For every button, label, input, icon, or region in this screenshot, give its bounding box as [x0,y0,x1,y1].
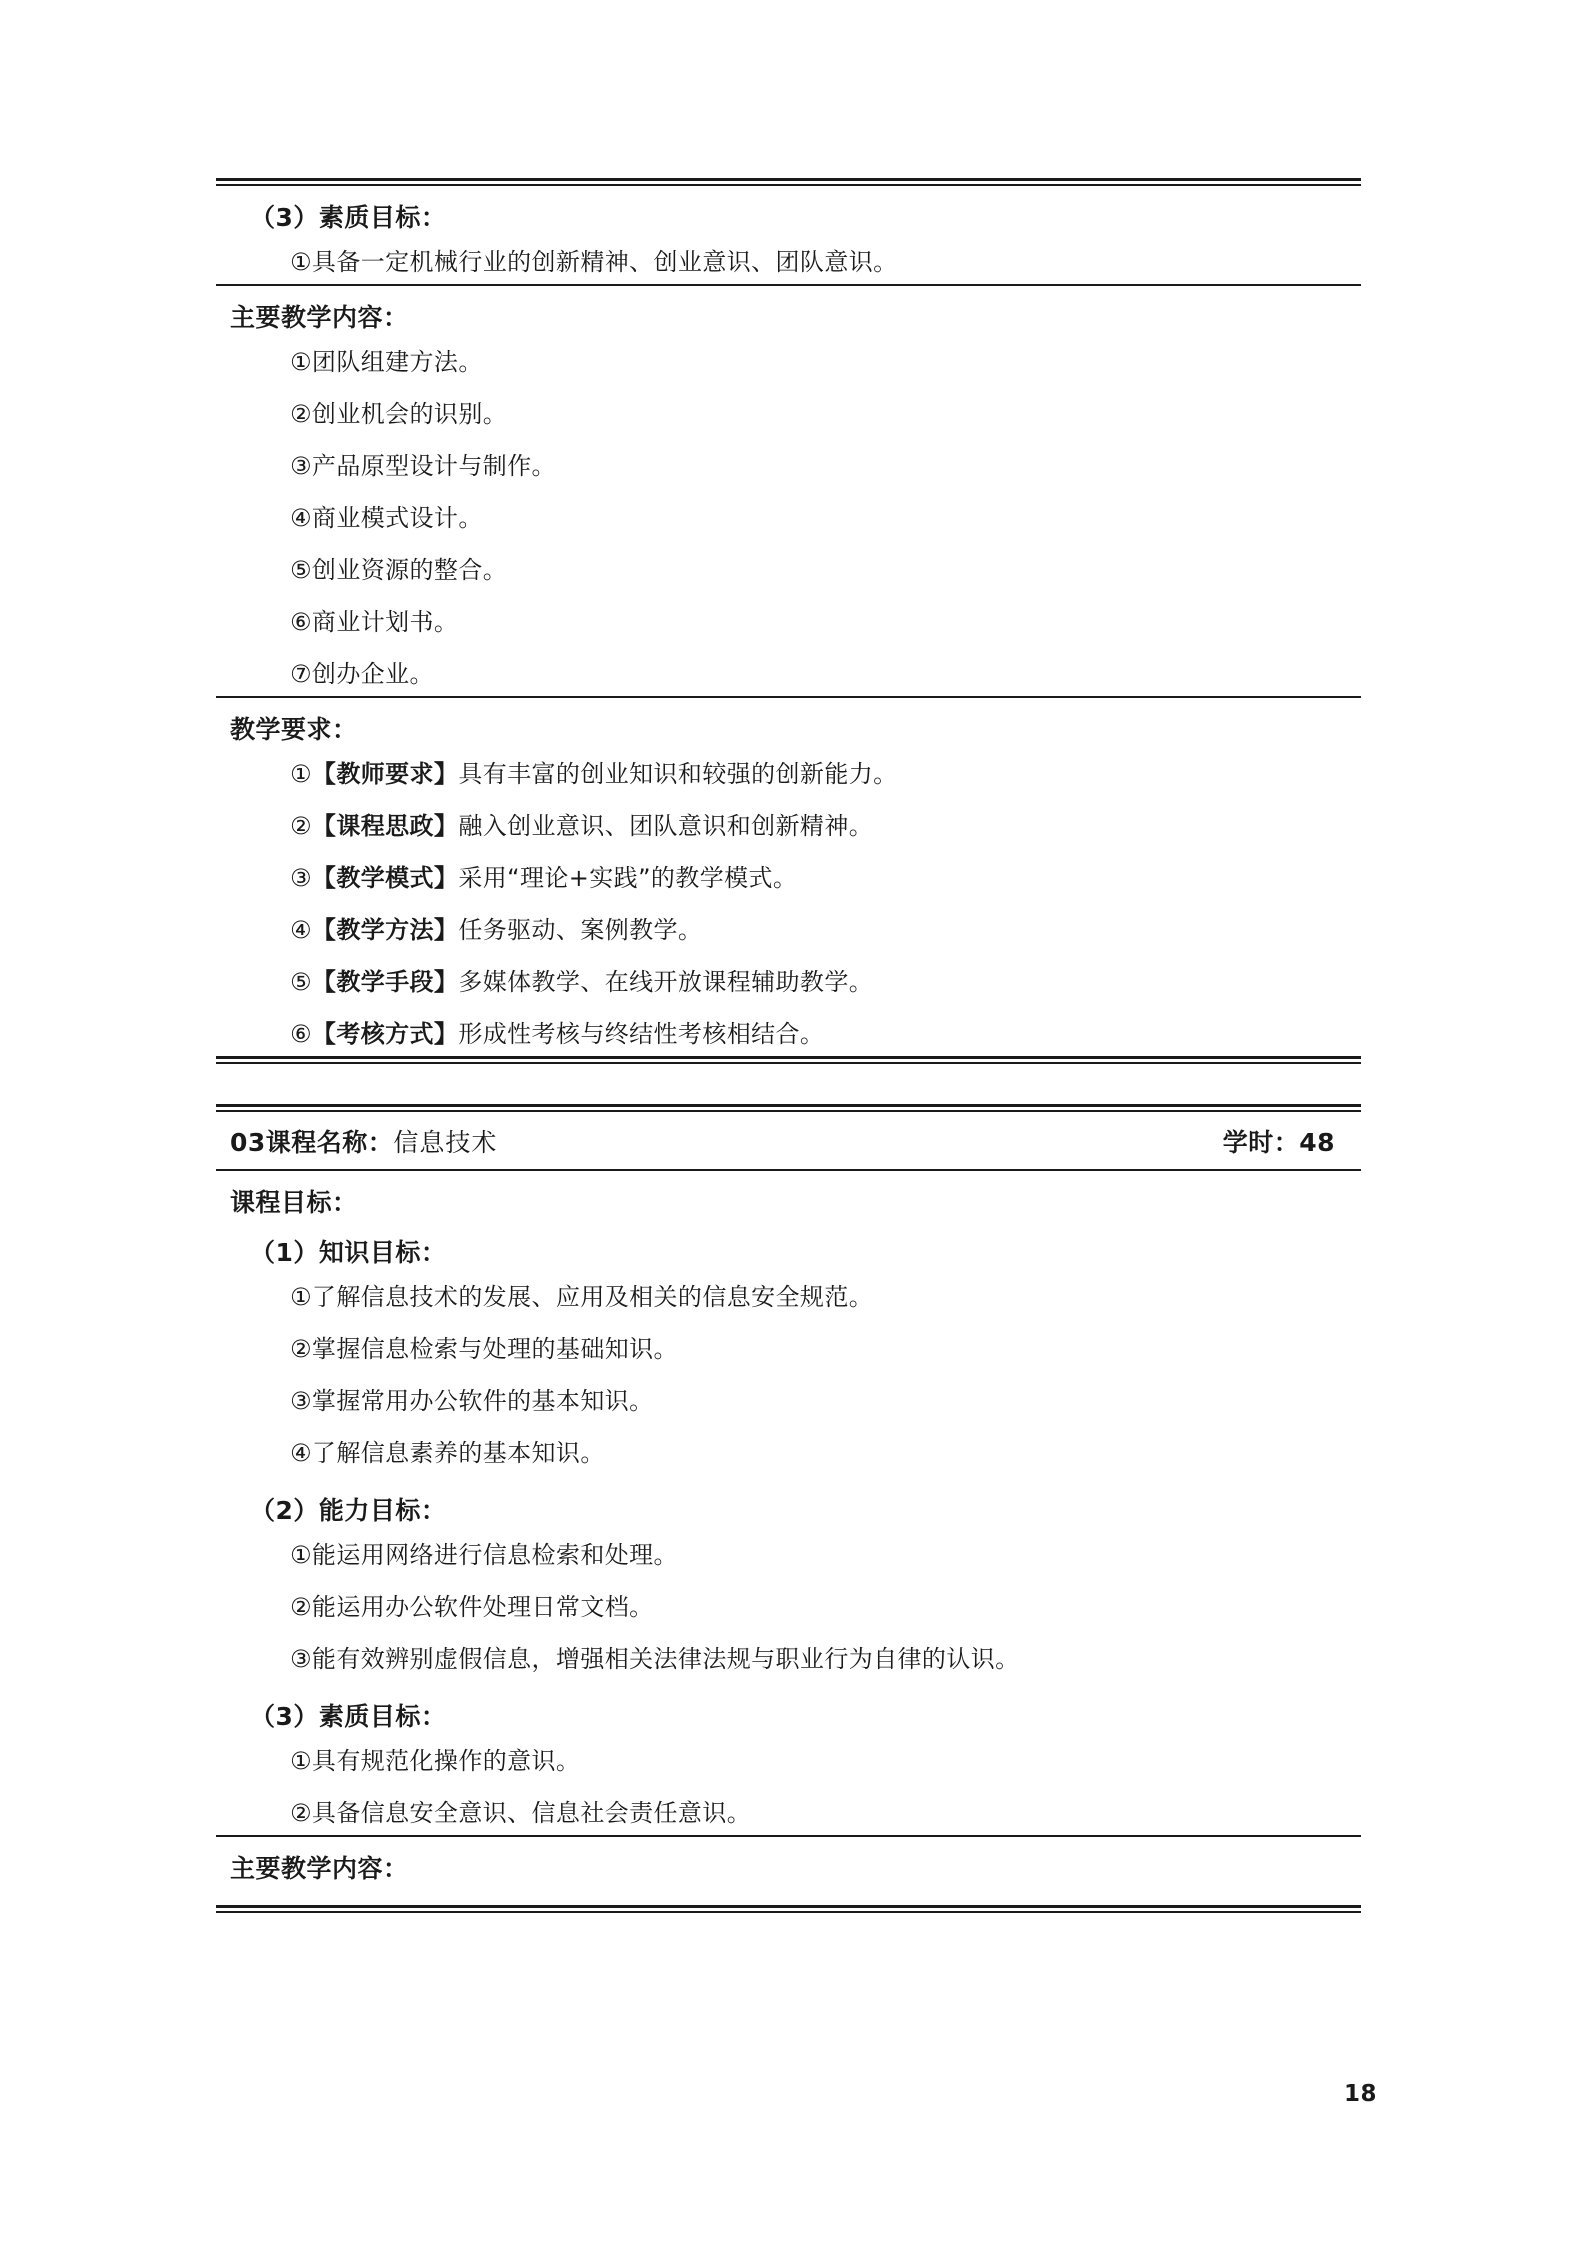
list-item: ③产品原型设计与制作。 [290,452,556,480]
list-item-tag: 【教学手段】 [311,968,459,996]
list-item: ①具有规范化操作的意识。 [290,1747,581,1775]
list-item: ③掌握常用办公软件的基本知识。 [290,1387,654,1415]
course-hours: 学时：48 [1222,1128,1335,1157]
list-item: ①了解信息技术的发展、应用及相关的信息安全规范。 [290,1283,874,1311]
list-item-index: ④ [290,916,312,944]
main-content-section-prev [216,286,1361,696]
list-item-text: 多媒体教学、在线开放课程辅助教学。 [458,968,874,996]
list-item: ①能运用网络进行信息检索和处理。 [290,1541,678,1569]
list-item: ②掌握信息检索与处理的基础知识。 [290,1335,678,1363]
list-item-text: 任务驱动、案例教学。 [458,916,703,944]
teaching-requirements-heading: 教学要求： [230,715,358,744]
course-header-row [216,1112,1361,1169]
quality-objectives-heading-prev: （3）素质目标： [250,203,447,232]
list-item: ④商业模式设计。 [290,504,483,532]
divider-bottom-double [216,1905,1361,1913]
course-number: 03 [230,1128,266,1157]
divider-end-of-course-02 [216,1056,1361,1064]
list-item-tag: 【教学方法】 [311,916,459,944]
list-item-tag: 【课程思政】 [311,812,459,840]
list-item [216,956,1361,1008]
list-item-tag: 【教学模式】 [311,864,459,892]
list-item: ②能运用办公软件处理日常文档。 [290,1593,654,1621]
divider-top-double [216,178,1361,186]
ability-objectives-heading: （2）能力目标： [250,1496,447,1525]
list-item-index: ③ [290,864,312,892]
list-item-text: 形成性考核与终结性考核相结合。 [458,1020,825,1048]
list-item [216,1008,1361,1056]
list-item: ②创业机会的识别。 [290,400,508,428]
course-name-label: 课程名称： [265,1128,394,1157]
list-item-index: ⑤ [290,968,312,996]
teaching-requirements-section [216,698,1361,1056]
list-item-text: 具有丰富的创业知识和较强的创新能力。 [458,760,898,788]
course-name-value: 信息技术 [393,1128,498,1157]
main-content-heading-prev: 主要教学内容： [230,303,409,332]
list-item-text: 采用“理论+实践”的教学模式。 [458,864,798,892]
course-objectives-section [216,1171,1361,1835]
list-item: ①具备一定机械行业的创新精神、创业意识、团队意识。 [290,248,898,276]
page-number: 18 [1343,2081,1377,2107]
main-content-body-placeholder [216,1887,1361,1905]
list-item [216,852,1361,904]
section-gap [216,1064,1361,1104]
document-content [216,178,1361,1913]
list-item: ③能有效辨别虚假信息，增强相关法律法规与职业行为自律的认识。 [290,1645,1020,1673]
knowledge-objectives-heading: （1）知识目标： [250,1238,447,1267]
course-objectives-heading: 课程目标： [230,1188,358,1217]
quality-objectives-section-prev [216,186,1361,284]
list-item: ②具备信息安全意识、信息社会责任意识。 [290,1799,752,1827]
quality-objectives-heading: （3）素质目标： [250,1702,447,1731]
list-item: ⑤创业资源的整合。 [290,556,508,584]
list-item: ④了解信息素养的基本知识。 [290,1439,605,1467]
list-item: ①团队组建方法。 [290,348,483,376]
list-item-tag: 【教师要求】 [311,760,459,788]
list-item-index: ① [290,760,312,788]
list-item-text: 融入创业意识、团队意识和创新精神。 [458,812,874,840]
list-item [216,904,1361,956]
main-content-section [216,1837,1361,1905]
course-header-left [230,1130,497,1155]
list-item: ⑥商业计划书。 [290,608,459,636]
list-item: ⑦创办企业。 [290,660,434,688]
list-item [216,800,1361,852]
main-content-heading: 主要教学内容： [230,1854,409,1883]
list-item-tag: 【考核方式】 [311,1020,459,1048]
list-item [216,748,1361,800]
list-item-index: ② [290,812,312,840]
list-item-index: ⑥ [290,1020,312,1048]
divider-start-of-course-03 [216,1104,1361,1112]
